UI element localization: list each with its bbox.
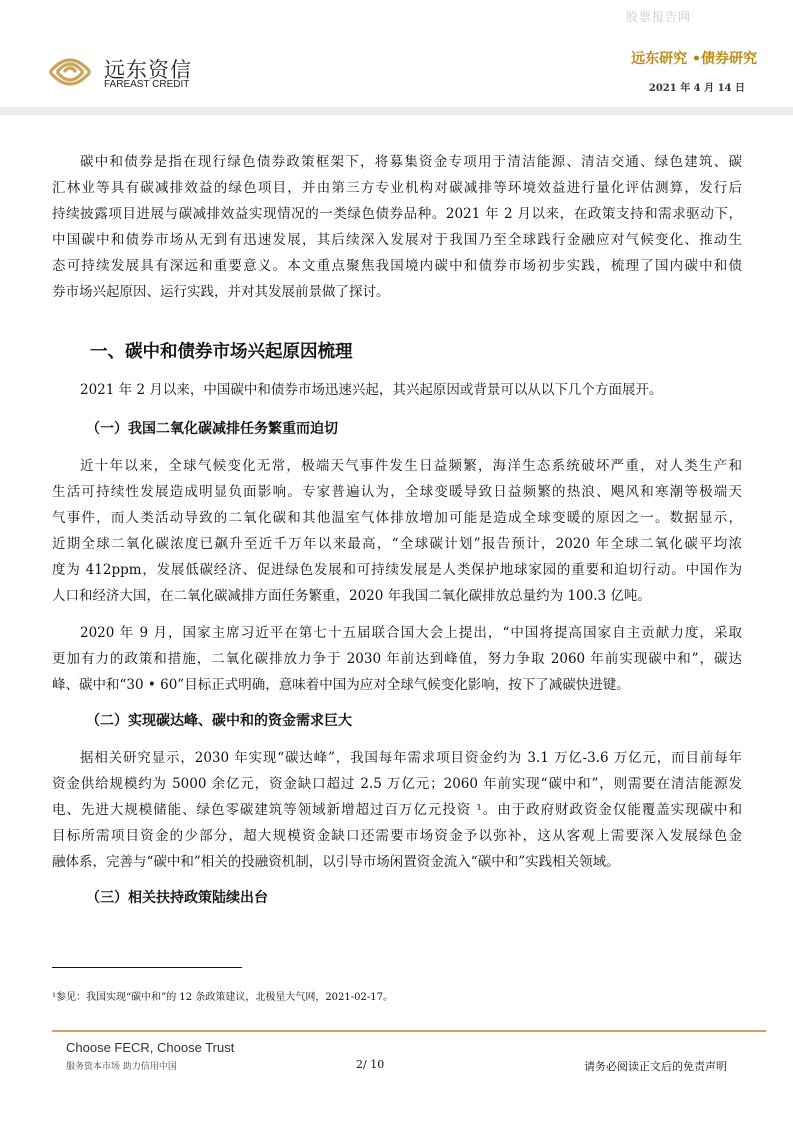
text-line: 气事件，而人类活动导致的二氧化碳和其他温室气体排放增加可能是造成全球变暖的原因之一。数据显示， [52,510,742,526]
text-line: 持续披露项目进展与碳减排效益实现情况的一类绿色债券品种。2021 年 2 月以来，在政策支持和需求驱动下， [52,206,742,222]
report-series: 远东研究 •债券研究 [631,51,757,67]
footnote-divider [52,967,242,968]
footer-divider [52,1030,766,1032]
fareast-logo-icon [46,52,94,92]
footnote: ¹参见：我国实现“碳中和”的 12 条政策建议，北极星大气网，2021-02-17。 [52,992,393,1003]
watermark: 股票报告网 [626,10,692,24]
header-divider [0,107,793,115]
text-line: 生活可持续性发展造成明显负面影响。专家普遍认为，全球变暖导致日益频繁的热浪、飓风和寒潮等极端天 [52,484,742,500]
intro-paragraph [52,149,742,305]
text-line: 汇林业等具有碳减排效益的绿色项目，并由第三方专业机构对碳减排等环境效益进行量化评估测算，发行后 [52,180,742,196]
footer-slogan-cn: 服务资本市场 助力信用中国 [66,1062,177,1072]
section-heading: 一、碳中和债券市场兴起原因梳理 [90,342,353,362]
text-line: 近十年以来，全球气候变化无常，极端天气事件发生日益频繁，海洋生态系统破坏严重，对人类生产和 [80,458,742,474]
footer-disclaimer: 请务必阅读正文后的免责声明 [584,1060,727,1073]
text-line: 态可持续发展具有深远和重要意义。本文重点聚焦我国境内碳中和债券市场初步实践，梳理了国内碳中和债 [52,258,742,274]
page-number: 2/ 10 [356,1058,385,1071]
text-line: 2020 年 9 月，国家主席习近平在第七十五届联合国大会上提出，“中国将提高国家自主贡献力度，采取 [80,625,742,641]
text-line: 度为 412ppm，发展低碳经济、促进绿色发展和可持续发展是人类保护地球家园的重要和迫切行动。中国作为 [52,562,742,578]
section-lead [52,377,742,403]
text-line: 碳中和债券是指在现行绿色债券政策框架下，将募集资金专项用于清洁能源、清洁交通、绿色建筑、碳 [80,154,742,170]
text-line: 电、先进大规模储能、绿色零碳建筑等领域新增超过百万亿元投资 ¹。由于政府财政资金仅能覆盖实现碳中和 [52,802,742,818]
text-line: 人口和经济大国，在二氧化碳减排方面任务繁重，2020 年我国二氧化碳排放总量约为 100.3 亿吨。 [52,588,651,604]
report-date: 2021 年 4 月 14 日 [648,83,745,94]
paragraph [52,745,742,875]
text-line: 资金供给规模约为 5000 余亿元，资金缺口超过 2.5 万亿元；2060 年前实现“碳中和”，则需要在清洁能源发 [52,776,742,792]
paragraph [52,453,742,609]
text-line: 目标所需项目资金的少部分，超大规模资金缺口还需要市场资金予以弥补，这从客观上需要深入发展绿色金 [52,828,742,844]
paragraph [52,620,742,698]
text-line: 近期全球二氧化碳浓度已飙升至近千万年以来最高，“全球碳计划”报告预计，2020 年全球二氧化碳平均浓 [52,536,742,552]
brand-name-en: FAREAST CREDIT [104,79,190,90]
brand-name-cn: 远东资信 [104,58,192,82]
text-line: 据相关研究显示，2030 年实现“碳达峰”，我国每年需求项目资金约为 3.1 万亿-3.6 万亿元，而目前每年 [80,750,742,766]
text-line: 融体系，完善与“碳中和”相关的投融资机制，以引导市场闲置资金流入“碳中和”实践相关领域。 [52,854,620,870]
subsection-heading-3: （三）相关扶持政策陆续出台 [86,890,268,906]
text-line: 更加有力的政策和措施，二氧化碳排放力争于 2030 年前达到峰值，努力争取 2060 年前实现碳中和”，碳达 [52,651,742,667]
text-line: 峰、碳中和“30 • 60”目标正式明确，意味着中国为应对全球气候变化影响，按下了减碳快进键。 [52,677,630,693]
text-line: 券市场兴起原因、运行实践，并对其发展前景做了探讨。 [52,284,390,300]
text-line: 中国碳中和债券市场从无到有迅速发展，其后续深入发展对于我国乃至全球践行金融应对气候变化、推动生 [52,232,742,248]
footer-slogan: Choose FECR, Choose Trust [66,1040,235,1055]
subsection-heading-1: （一）我国二氧化碳减排任务繁重而迫切 [86,421,338,437]
text-line: 2021 年 2 月以来，中国碳中和债券市场迅速兴起，其兴起原因或背景可以从以下几个方面展开。 [80,382,663,398]
subsection-heading-2: （二）实现碳达峰、碳中和的资金需求巨大 [86,713,352,729]
